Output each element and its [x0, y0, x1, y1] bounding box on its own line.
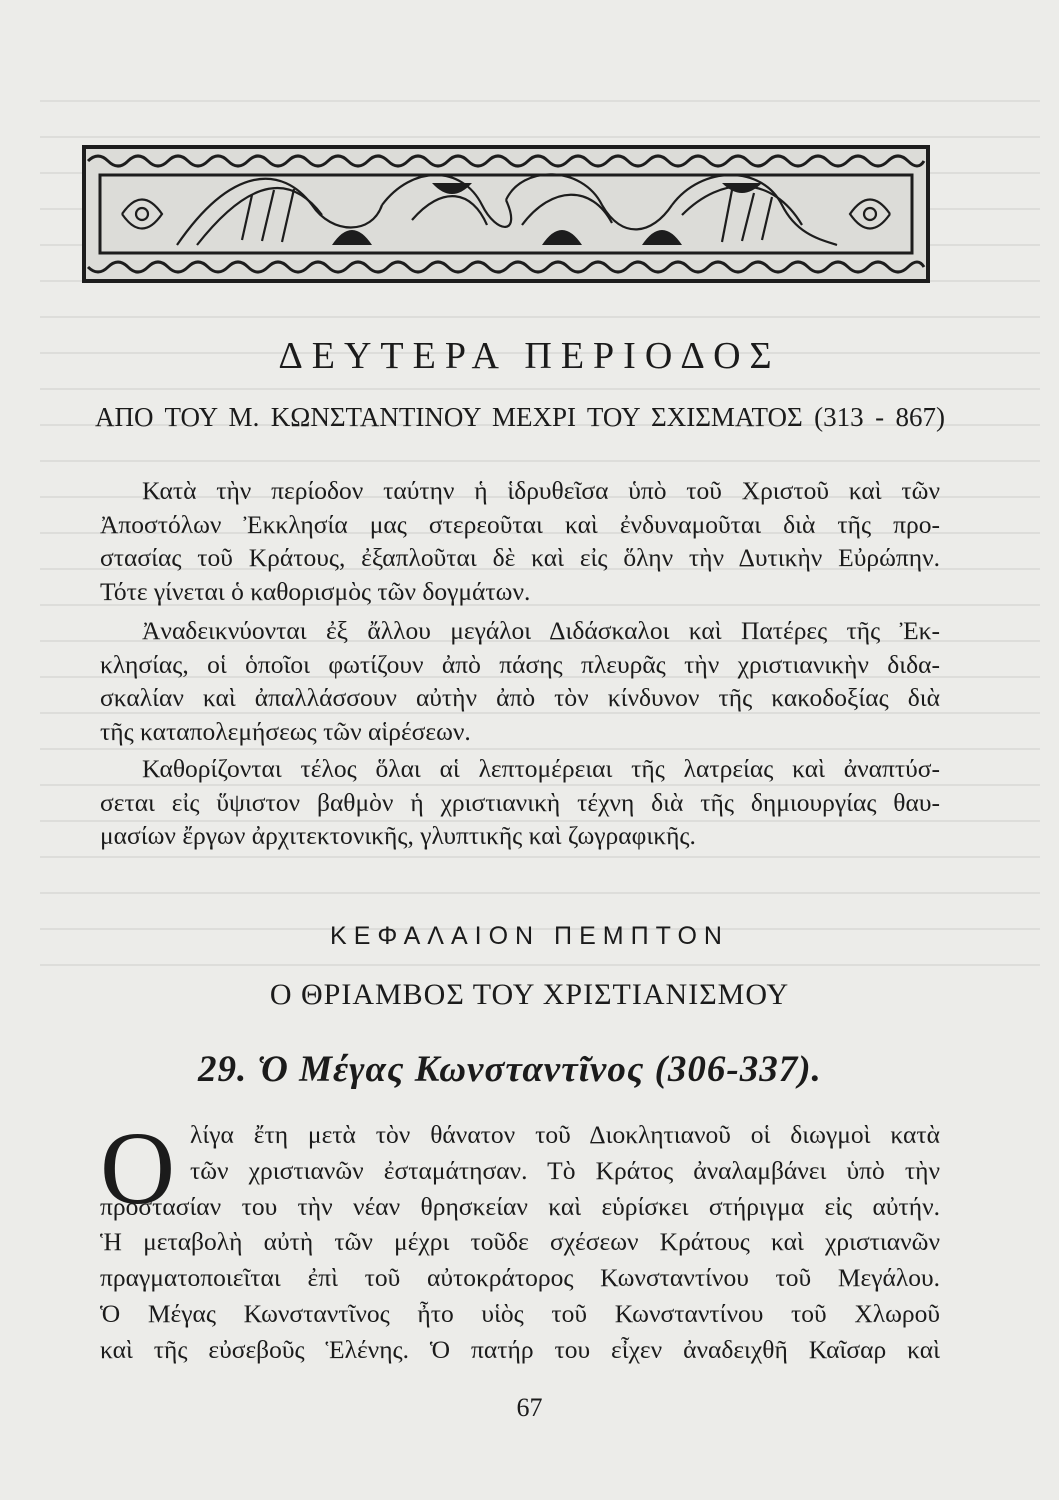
text-line: σκαλίαν καὶ ἀπαλλάσσουν αὐτὴν ἀπὸ τὸν κίνδυνον τῆς κακοδοξίας διὰ [100, 685, 940, 712]
body-paragraph [100, 1120, 940, 1371]
text-line: μασίων ἔργων ἀρχιτεκτονικῆς, γλυπτικῆς καὶ ζωγραφικῆς. [100, 823, 696, 850]
text-line: Ἀποστόλων Ἐκκλησία μας στερεοῦται καὶ ἐνδυναμοῦται διὰ τῆς προ- [100, 511, 940, 539]
text-line: πραγματοποιεῖται ἐπὶ τοῦ αὐτοκράτορος Κωνσταντίνου τοῦ Μεγάλου. [100, 1263, 940, 1293]
period-title: ΔΕΥΤΕΡΑ ΠΕΡΙΟΔΟΣ [278, 335, 781, 377]
text-line: τῶν χριστιανῶν ἐσταμάτησαν. Τὸ Κράτος ἀναλαμβάνει ὑπὸ τὴν [190, 1155, 940, 1185]
page-number: 67 [516, 1393, 543, 1422]
text-line: Ἡ μεταβολὴ αὐτὴ τῶν μέχρι τοῦδε σχέσεων Κράτους καὶ χριστιανῶν [100, 1227, 940, 1257]
section-heading: 29. Ὁ Μέγας Κωνσταντῖνος (306-337). [198, 1049, 822, 1090]
text-line: λίγα ἔτη μετὰ τὸν θάνατον τοῦ Διοκλητιανοῦ οἱ διωγμοὶ κατὰ [190, 1120, 940, 1149]
text-line: στασίας τοῦ Κράτους, ἐξαπλοῦται δὲ καὶ εἰς ὅλην τὴν Δυτικὴν Εὐρώπην. [100, 545, 940, 572]
intro-paragraph-2 [100, 618, 940, 752]
intro-paragraph-1 [100, 478, 940, 612]
text-line: προστασίαν του τὴν νέαν θρησκείαν καὶ εὑρίσκει στήριγμα εἰς αὐτήν. [100, 1191, 940, 1221]
ornamental-header-band [82, 145, 930, 283]
text-line: τῆς καταπολεμήσεως τῶν αἱρέσεων. [100, 718, 471, 746]
text-line: σεται εἰς ὕψιστον βαθμὸν ἡ χριστιανικὴ τέχνη διὰ τῆς δημιουργίας θαυ- [100, 789, 940, 817]
text-line: Ὁ Μέγας Κωνσταντῖνος ἦτο υἱὸς τοῦ Κωνσταντίνου τοῦ Χλωροῦ [100, 1298, 940, 1328]
text-line: κλησίας, οἱ ὁποῖοι φωτίζουν ἀπὸ πάσης πλευρᾶς τὴν χριστιανικὴν διδα- [100, 651, 940, 679]
period-subtitle: ΑΠΟ ΤΟΥ Μ. ΚΩΝΣΤΑΝΤΙΝΟΥ ΜΕΧΡΙ ΤΟΥ ΣΧΙΣΜΑΤΟΣ (313 - 867) [95, 402, 945, 432]
text-line: Καθορίζονται τέλος ὅλαι αἱ λεπτομέρειαι τῆς λατρείας καὶ ἀναπτύσ- [142, 756, 940, 783]
text-line: καὶ τῆς εὐσεβοῦς Ἑλένης. Ὁ πατήρ του εἶχεν ἀναδειχθῆ Καῖσαρ καὶ [100, 1334, 940, 1364]
text-line: Ἀναδεικνύονται ἐξ ἄλλου μεγάλοι Διδάσκαλοι καὶ Πατέρες τῆς Ἐκ- [142, 618, 940, 645]
chapter-label: ΚΕΦΑΛΑΙΟΝ ΠΕΜΠΤΟΝ [330, 922, 729, 950]
text-line: Κατὰ τὴν περίοδον ταύτην ἡ ἱδρυθεῖσα ὑπὸ τοῦ Χριστοῦ καὶ τῶν [142, 478, 940, 505]
chapter-title: Ο ΘΡΙΑΜΒΟΣ ΤΟΥ ΧΡΙΣΤΙΑΝΙΣΜΟΥ [269, 978, 790, 1011]
text-line: Τότε γίνεται ὁ καθορισμὸς τῶν δογμάτων. [100, 578, 531, 606]
intro-paragraph-3 [100, 756, 940, 857]
drop-cap: Ο [100, 1111, 176, 1226]
